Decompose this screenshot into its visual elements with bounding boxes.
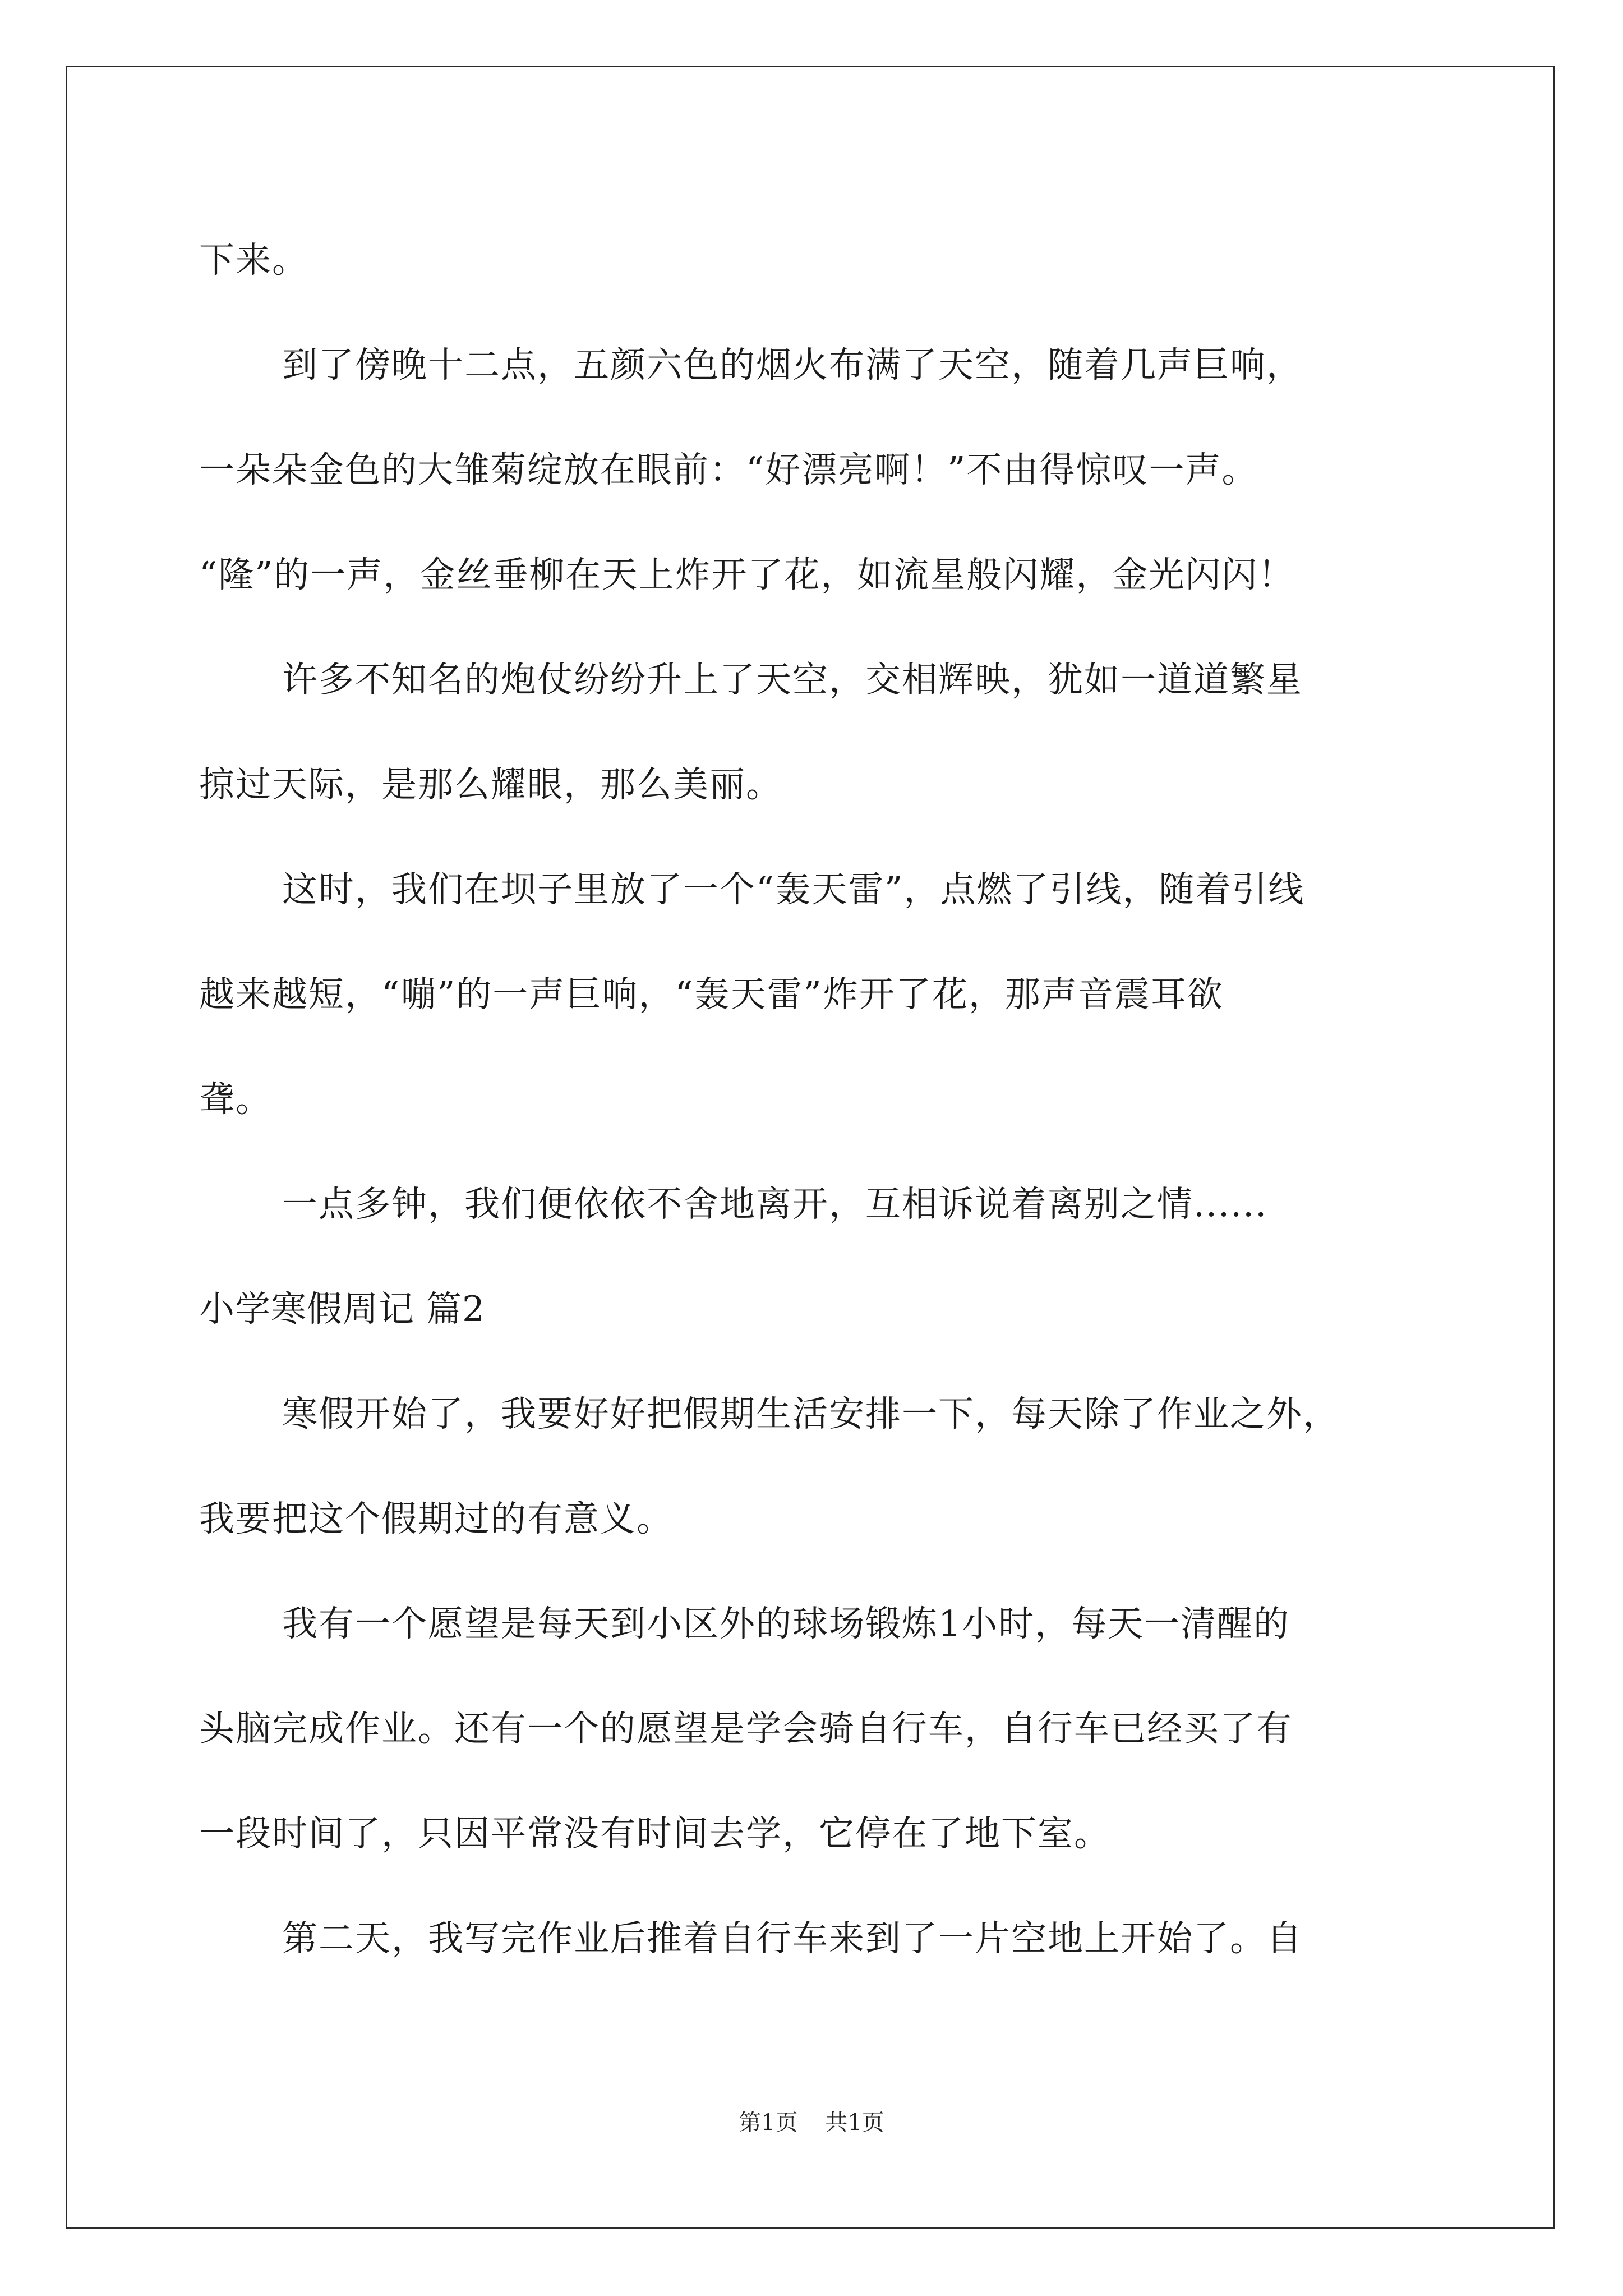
text-line: 一朵朵金色的大雏菊绽放在眼前：“好漂亮啊！”不由得惊叹一声。: [199, 449, 1258, 490]
text-line: 掠过天际，是那么耀眼，那么美丽。: [199, 764, 782, 805]
text-line: 我有一个愿望是每天到小区外的球场锻炼1小时，每天一清醒的: [282, 1603, 1290, 1644]
page-number: 第1页: [739, 2110, 798, 2136]
text-line: 越来越短，“嘣”的一声巨响，“轰天雷”炸开了花，那声音震耳欲: [199, 974, 1224, 1015]
document-body: [199, 208, 1433, 1991]
page-total: 共1页: [825, 2110, 884, 2136]
page-footer: [0, 2105, 1623, 2137]
text-line: 一点多钟，我们便依依不舍地离开，互相诉说着离别之情......: [282, 1184, 1268, 1225]
text-line: 第二天，我写完作业后推着自行车来到了一片空地上开始了。自: [282, 1918, 1303, 1959]
text-line: 一段时间了，只因平常没有时间去学，它停在了地下室。: [199, 1813, 1110, 1854]
text-line: 许多不知名的炮仗纷纷升上了天空，交相辉映，犹如一道道繁星: [282, 659, 1303, 700]
text-line: 头脑完成作业。还有一个的愿望是学会骑自行车，自行车已经买了有: [199, 1708, 1293, 1749]
text-line: 寒假开始了，我要好好把假期生活安排一下，每天除了作业之外，: [282, 1393, 1339, 1434]
section-heading: 小学寒假周记 篇2: [199, 1289, 486, 1329]
text-line: 下来。: [199, 240, 308, 280]
text-line: “隆”的一声，金丝垂柳在天上炸开了花，如流星般闪耀，金光闪闪！: [199, 554, 1295, 595]
text-line: 我要把这个假期过的有意义。: [199, 1498, 673, 1539]
text-line: 到了傍晚十二点，五颜六色的烟火布满了天空，随着几声巨响，: [282, 344, 1303, 385]
text-line: 这时，我们在坝子里放了一个“轰天雷”，点燃了引线，随着引线: [282, 869, 1305, 910]
text-line: 聋。: [199, 1079, 272, 1120]
